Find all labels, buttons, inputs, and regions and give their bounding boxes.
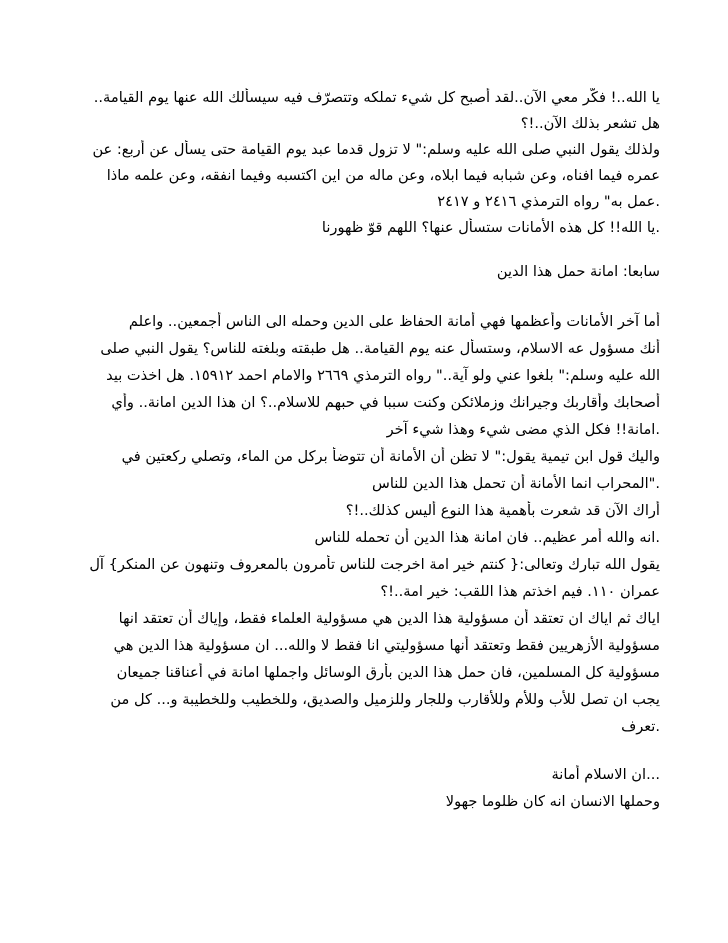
text-line: ."المحراب انما الأمانة أن تحمل هذا الدين للناس — [372, 475, 660, 492]
text-line: .عمل به" رواه الترمذي ٢٤١٦ و ٢٤١٧ — [437, 193, 660, 210]
text-line: ولذلك يقول النبي صلى الله عليه وسلم:" لا تزول قدما عبد يوم القيامة حتى يسأل عن أربع: عن — [92, 141, 660, 158]
text-line: الله عليه وسلم:" بلغوا عني ولو آية.." رواه الترمذي ٢٦٦٩ والامام احمد ١٥٩١٢. هل اخذت بيد — [106, 367, 660, 384]
text-line: أنك مسؤول عه الاسلام، وستسأل عنه يوم القيامة.. هل طبقته وبلغته للناس؟ يقول النبي صلى — [100, 340, 660, 357]
text-line: .امانة!! فكل الذي مضى شيء وهذا شيء آخر — [386, 421, 660, 438]
section-heading: سابعا: امانة حمل هذا الدين — [496, 263, 660, 280]
text-line: أما آخر الأمانات وأعظمها فهي أمانة الحفاظ على الدين وحمله الى الناس أجمعين.. واعلم — [128, 313, 660, 330]
text-line: أراك الآن قد شعرت بأهمية هذا النوع أليس كذلك..!؟ — [345, 502, 660, 519]
text-line: ...ان الاسلام أمانة — [551, 766, 660, 783]
text-line: يجب ان تصل للأب وللأم وللأقارب وللجار وللزميل والصديق، وللخطيب وللخطيبة و... كل من — [110, 691, 660, 708]
text-line: اياك ثم اياك ان تعتقد أن مسؤولية هذا الدين هي مسؤولية العلماء فقط، وإياك أن تعتقد انها — [118, 610, 660, 627]
text-line: .انه والله أمر عظيم.. فان امانة هذا الدين أن تحمله للناس — [314, 529, 660, 546]
text-line: مسؤولية كل المسلمين، فان حمل هذا الدين بأرق الوسائل واجملها امانة في أعناقنا جميعان — [116, 664, 660, 681]
text-line: مسؤولية الأزهريين فقط وتعتقد أنها مسؤوليتي انا فقط لا والله... ان مسؤولية هذا الدين هي — [113, 637, 660, 654]
text-line: وحملها الانسان انه كان ظلوما جهولا — [445, 793, 660, 810]
text-line: .تعرف — [621, 718, 660, 735]
text-line: أصحابك وأقاربك وجيرانك وزملائكن وكنت سببا في حبهم للاسلام..؟ ان هذا الدين امانة.. وأي — [111, 394, 660, 411]
text-line: هل تشعر بذلك الآن..!؟ — [520, 115, 660, 132]
text-line: يقول الله تبارك وتعالى:{ كنتم خير امة اخرجت للناس تأمرون بالمعروف وتنهون عن المنكر} آل — [89, 556, 660, 573]
text-line: يا الله..! فكّر معي الآن..لقد أصبح كل شيء تملكه وتتصرّف فيه سيسألك الله عنها يوم القيامة.. — [93, 89, 660, 106]
text-line: عمران ١١٠. فيم اخذتم هذا اللقب: خير امة..!؟ — [380, 583, 660, 600]
text-line: .يا الله!! كل هذه الأمانات ستسأل عنها؟ اللهم قوّ ظهورنا — [321, 219, 660, 236]
text-line: واليك قول ابن تيمية يقول:" لا تظن أن الأمانة أن تتوضأ بركل من الماء، وتصلي ركعتين في — [121, 448, 660, 465]
text-line: عمره فيما افناه، وعن شبابه فيما ابلاه، وعن ماله من اين اكتسبه وفيما انفقه، وعن علمه ماذا — [106, 167, 660, 184]
